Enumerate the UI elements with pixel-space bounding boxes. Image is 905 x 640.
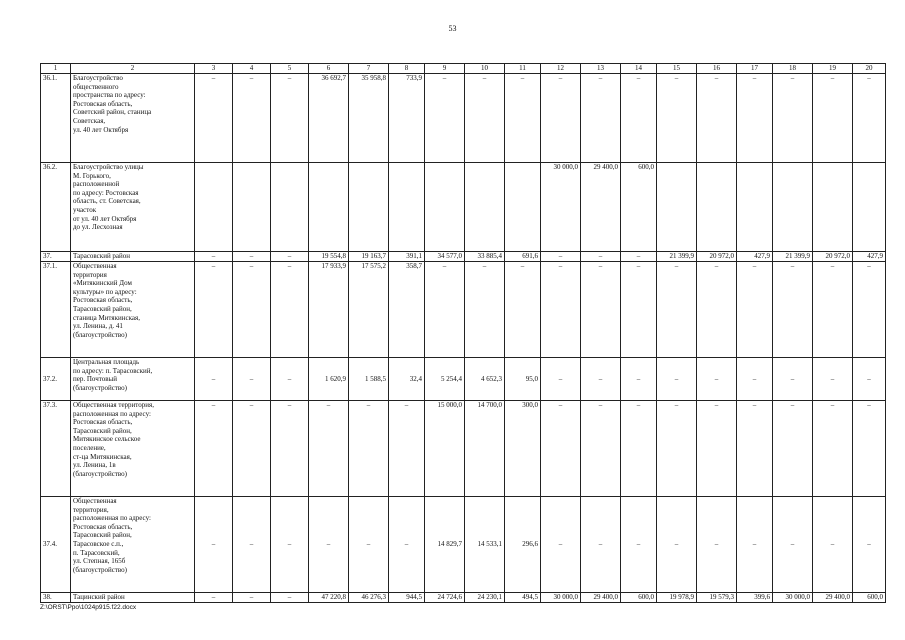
value-cell: 35 958,8 [349,74,389,163]
value-cell: – [233,252,271,262]
value-cell: 1 620,9 [309,358,349,401]
item-name-cell: Общественная территория, расположенная по адресу: Ростовская область, Тарасовский район, Митякинское сельское поселение, ст-ца Митякинская, ул. Ленина, 1в (благоустройство) [71,401,195,497]
value-cell: 300,0 [505,401,541,497]
value-cell: – [233,358,271,401]
value-cell: 5 254,4 [425,358,465,401]
item-name-cell: Тарасовский район [71,252,195,262]
value-cell: – [465,74,505,163]
value-cell: – [271,358,309,401]
column-number-cell: 18 [773,64,813,74]
value-cell: – [581,358,621,401]
value-cell [737,163,773,252]
value-cell: – [657,74,697,163]
value-cell: – [425,262,465,358]
value-cell: – [657,358,697,401]
value-cell: – [853,358,886,401]
value-cell: 19 579,3 [697,593,737,603]
value-cell: 391,1 [389,252,425,262]
table-row [41,163,886,252]
value-cell: – [813,74,853,163]
value-cell: – [271,262,309,358]
row-number-cell: 36.1. [41,74,71,163]
value-cell: – [541,262,581,358]
value-cell: – [697,497,737,593]
value-cell: – [465,262,505,358]
column-number-cell: 16 [697,64,737,74]
row-number-cell: 37.4. [41,497,71,593]
value-cell: – [349,401,389,497]
value-cell: – [737,74,773,163]
value-cell: – [621,74,657,163]
value-cell [773,163,813,252]
column-number-cell: 4 [233,64,271,74]
value-cell: – [233,401,271,497]
value-cell: – [309,497,349,593]
value-cell: – [657,262,697,358]
value-cell: 14 829,7 [425,497,465,593]
value-cell: – [233,74,271,163]
value-cell [349,163,389,252]
column-number-cell: 17 [737,64,773,74]
value-cell: – [773,262,813,358]
value-cell: 494,5 [505,593,541,603]
item-name-cell: Общественная территория «Митякинский Дом культуры» по адресу: Ростовская область, Тарасовский район, станица Митякинская, ул. Ленина, д. 41 (благоустройство) [71,262,195,358]
row-number-cell: 37. [41,252,71,262]
value-cell: – [389,497,425,593]
value-cell: 944,5 [389,593,425,603]
table-row [41,262,886,358]
value-cell: – [773,497,813,593]
column-number-cell: 11 [505,64,541,74]
value-cell: 29 400,0 [813,593,853,603]
item-name-cell: Тацинский район [71,593,195,603]
value-cell: – [233,262,271,358]
value-cell: – [233,593,271,603]
value-cell: – [581,401,621,497]
value-cell: – [581,252,621,262]
budget-table [40,63,886,603]
row-number-cell: 36.2. [41,163,71,252]
column-number-cell: 5 [271,64,309,74]
value-cell: 21 399,9 [657,252,697,262]
value-cell: – [541,358,581,401]
value-cell [389,163,425,252]
table-row [41,401,886,497]
value-cell: – [581,74,621,163]
item-name-cell: Благоустройство улицы М. Горького, расположенной по адресу: Ростовская область, ст. Советская, участок от ул. 40 лет Октября до ул. Лесхозная [71,163,195,252]
value-cell: 399,6 [737,593,773,603]
value-cell: – [541,252,581,262]
value-cell: 600,0 [621,593,657,603]
value-cell: 19 554,8 [309,252,349,262]
footer-file-path: Z:\ORST\Ppo\1024p915.f22.docx [40,604,137,611]
value-cell: – [853,262,886,358]
value-cell: 17 933,9 [309,262,349,358]
value-cell [465,163,505,252]
value-cell: – [541,497,581,593]
value-cell: 30 000,0 [773,593,813,603]
column-number-cell: 1 [41,64,71,74]
page-number: 53 [448,24,457,33]
value-cell [853,163,886,252]
value-cell: – [425,74,465,163]
row-number-cell: 38. [41,593,71,603]
value-cell: – [195,497,233,593]
value-cell: – [697,262,737,358]
value-cell: – [773,74,813,163]
table-row [41,358,886,401]
column-number-cell: 8 [389,64,425,74]
value-cell: – [195,262,233,358]
value-cell: – [737,497,773,593]
value-cell: – [581,497,621,593]
table-row [41,74,886,163]
value-cell: – [541,74,581,163]
value-cell: – [773,358,813,401]
value-cell: – [271,74,309,163]
value-cell [271,163,309,252]
value-cell: – [271,497,309,593]
value-cell [697,163,737,252]
value-cell: – [737,401,773,497]
table-row [41,593,886,603]
value-cell: – [853,74,886,163]
value-cell [195,163,233,252]
value-cell: – [657,497,697,593]
value-cell: 24 230,1 [465,593,505,603]
value-cell: – [541,401,581,497]
value-cell: 20 972,0 [813,252,853,262]
value-cell: 600,0 [621,163,657,252]
value-cell: – [233,497,271,593]
value-cell: – [621,252,657,262]
value-cell: – [271,401,309,497]
value-cell: 30 000,0 [541,163,581,252]
value-cell: – [195,401,233,497]
value-cell: 33 885,4 [465,252,505,262]
value-cell [813,163,853,252]
value-cell: 733,9 [389,74,425,163]
value-cell: 20 972,0 [697,252,737,262]
table-row [41,497,886,593]
row-number-cell: 37.1. [41,262,71,358]
value-cell [505,163,541,252]
value-cell: – [697,358,737,401]
value-cell: – [621,262,657,358]
value-cell: – [737,262,773,358]
value-cell: – [195,252,233,262]
value-cell: – [813,358,853,401]
value-cell: – [697,74,737,163]
column-number-cell: 15 [657,64,697,74]
value-cell: 36 692,7 [309,74,349,163]
column-number-cell: 10 [465,64,505,74]
value-cell: – [621,497,657,593]
value-cell: – [349,497,389,593]
value-cell: 30 000,0 [541,593,581,603]
value-cell: – [505,262,541,358]
value-cell [309,163,349,252]
value-cell: 19 978,9 [657,593,697,603]
value-cell: – [773,401,813,497]
value-cell: 29 400,0 [581,593,621,603]
value-cell: 427,9 [853,252,886,262]
value-cell: – [853,401,886,497]
value-cell [657,163,697,252]
value-cell: 691,6 [505,252,541,262]
value-cell: – [195,358,233,401]
value-cell: 29 400,0 [581,163,621,252]
value-cell: 32,4 [389,358,425,401]
column-number-cell: 3 [195,64,233,74]
value-cell: – [853,497,886,593]
column-number-cell: 6 [309,64,349,74]
value-cell: 14 533,1 [465,497,505,593]
item-name-cell: Общественная территория, расположенная по адресу: Ростовская область, Тарасовский район, Тарасовское с.п., п. Тарасовский, ул. Степная, 165б (благоустройство) [71,497,195,593]
value-cell: 46 276,3 [349,593,389,603]
value-cell [233,163,271,252]
column-number-row [41,64,886,74]
column-number-cell: 14 [621,64,657,74]
column-number-cell: 12 [541,64,581,74]
value-cell [425,163,465,252]
item-name-cell: Центральная площадь по адресу: п. Тарасовский, пер. Почтовый (благоустройство) [71,358,195,401]
value-cell: 296,6 [505,497,541,593]
value-cell: 427,9 [737,252,773,262]
value-cell: 358,7 [389,262,425,358]
value-cell: 47 220,8 [309,593,349,603]
value-cell: – [195,74,233,163]
value-cell: – [505,74,541,163]
value-cell: – [621,358,657,401]
value-cell: – [271,593,309,603]
value-cell: – [813,401,853,497]
value-cell: – [657,401,697,497]
row-number-cell: 37.2. [41,358,71,401]
value-cell: 34 577,0 [425,252,465,262]
table-row [41,252,886,262]
value-cell: 24 724,6 [425,593,465,603]
value-cell: 600,0 [853,593,886,603]
value-cell: – [737,358,773,401]
value-cell: – [195,593,233,603]
value-cell: – [813,262,853,358]
value-cell: 15 000,0 [425,401,465,497]
column-number-cell: 13 [581,64,621,74]
value-cell: 21 399,9 [773,252,813,262]
value-cell: 19 163,7 [349,252,389,262]
value-cell: – [271,252,309,262]
value-cell: 17 575,2 [349,262,389,358]
value-cell: 4 652,3 [465,358,505,401]
column-number-cell: 2 [71,64,195,74]
value-cell: – [621,401,657,497]
value-cell: 14 700,0 [465,401,505,497]
budget-table-sheet [40,63,883,603]
value-cell: 95,0 [505,358,541,401]
row-number-cell: 37.3. [41,401,71,497]
value-cell: – [309,401,349,497]
item-name-cell: Благоустройство общественного пространства по адресу: Ростовская область, Советский район, станица Советская, ул. 40 лет Октября [71,74,195,163]
value-cell: – [697,401,737,497]
column-number-cell: 9 [425,64,465,74]
value-cell: – [581,262,621,358]
column-number-cell: 19 [813,64,853,74]
value-cell: 1 588,5 [349,358,389,401]
value-cell: – [389,401,425,497]
value-cell: – [813,497,853,593]
column-number-cell: 20 [853,64,886,74]
column-number-cell: 7 [349,64,389,74]
